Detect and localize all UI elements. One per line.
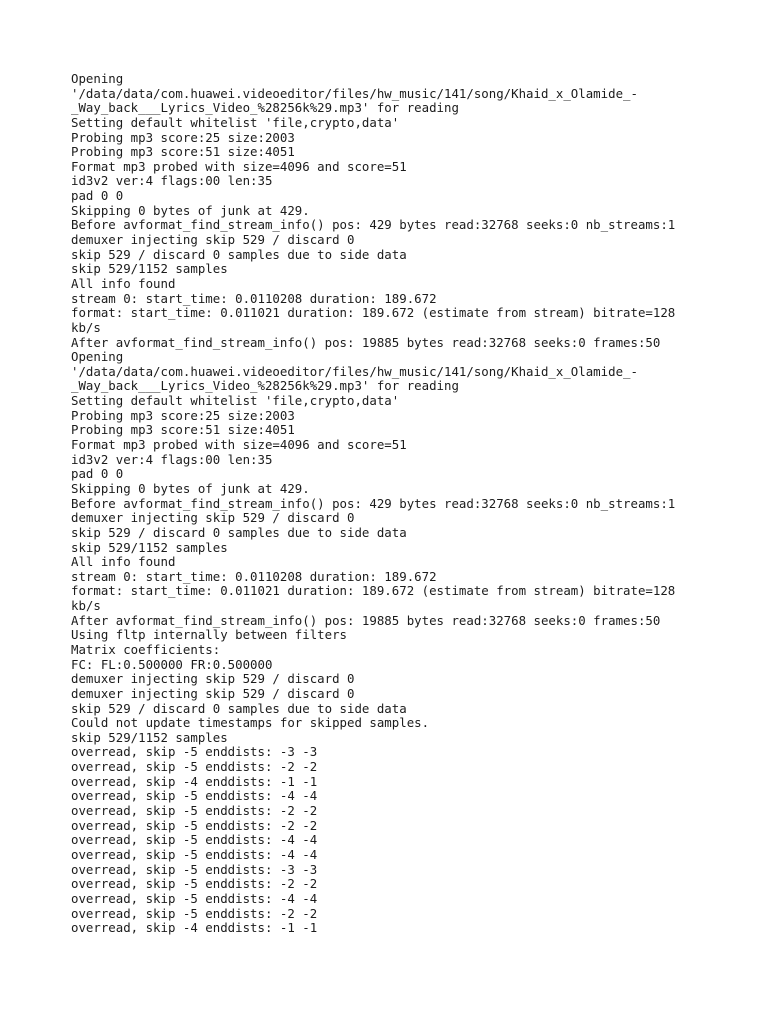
log-line: Format mp3 probed with size=4096 and score=51 — [71, 158, 407, 174]
log-line: skip 529/1152 samples — [71, 729, 228, 745]
log-line: After avformat_find_stream_info() pos: 19885 bytes read:32768 seeks:0 frames:50 — [71, 612, 661, 628]
log-line: overread, skip -4 enddists: -1 -1 — [71, 773, 318, 789]
log-line: skip 529/1152 samples — [71, 539, 228, 555]
log-line: Matrix coefficients: — [71, 641, 221, 657]
log-line: All info found — [71, 275, 176, 291]
log-line: kb/s — [71, 598, 101, 614]
log-line: After avformat_find_stream_info() pos: 19885 bytes read:32768 seeks:0 frames:50 — [71, 334, 661, 350]
log-line: overread, skip -5 enddists: -4 -4 — [71, 846, 318, 862]
log-line: Setting default whitelist 'file,crypto,data' — [71, 114, 400, 130]
log-line: stream 0: start_time: 0.0110208 duration: 189.672 — [71, 290, 437, 306]
log-line: Setting default whitelist 'file,crypto,data' — [71, 393, 400, 409]
log-line: overread, skip -5 enddists: -2 -2 — [71, 759, 318, 775]
log-line: overread, skip -5 enddists: -2 -2 — [71, 905, 318, 921]
log-line: Could not update timestamps for skipped samples. — [71, 715, 430, 731]
log-line: FC: FL:0.500000 FR:0.500000 — [71, 656, 273, 672]
log-line: Before avformat_find_stream_info() pos: 429 bytes read:32768 seeks:0 nb_streams:1 — [71, 495, 676, 511]
log-line: skip 529 / discard 0 samples due to side data — [71, 246, 407, 262]
log-line: pad 0 0 — [71, 188, 124, 204]
log-line: Before avformat_find_stream_info() pos: 429 bytes read:32768 seeks:0 nb_streams:1 — [71, 217, 676, 233]
log-line: kb/s — [71, 319, 101, 335]
log-line: '/data/data/com.huawei.videoeditor/files/hw_music/141/song/Khaid_x_Olamide_- — [71, 85, 638, 101]
log-line: demuxer injecting skip 529 / discard 0 — [71, 671, 355, 687]
log-line: _Way_back___Lyrics_Video_%28256k%29.mp3' for reading — [71, 378, 459, 394]
log-line: overread, skip -5 enddists: -2 -2 — [71, 803, 318, 819]
log-line: stream 0: start_time: 0.0110208 duration: 189.672 — [71, 568, 437, 584]
log-line: format: start_time: 0.011021 duration: 189.672 (estimate from stream) bitrate=128 — [71, 305, 676, 321]
log-line: overread, skip -5 enddists: -4 -4 — [71, 890, 318, 906]
log-line: id3v2 ver:4 flags:00 len:35 — [71, 451, 273, 467]
log-line: Probing mp3 score:25 size:2003 — [71, 129, 295, 145]
log-line: pad 0 0 — [71, 466, 124, 482]
log-line: Probing mp3 score:25 size:2003 — [71, 407, 295, 423]
log-line: format: start_time: 0.011021 duration: 189.672 (estimate from stream) bitrate=128 — [71, 583, 676, 599]
log-line: Using fltp internally between filters — [71, 627, 348, 643]
log-line: demuxer injecting skip 529 / discard 0 — [71, 685, 355, 701]
log-line: '/data/data/com.huawei.videoeditor/files/hw_music/141/song/Khaid_x_Olamide_- — [71, 363, 638, 379]
log-line: Opening — [71, 71, 124, 86]
log-line: Probing mp3 score:51 size:4051 — [71, 144, 295, 160]
log-line: All info found — [71, 554, 176, 570]
log-line: Format mp3 probed with size=4096 and score=51 — [71, 437, 407, 453]
log-line: Opening — [71, 349, 124, 365]
log-text — [71, 72, 761, 936]
log-line: overread, skip -5 enddists: -2 -2 — [71, 876, 318, 892]
log-line: overread, skip -5 enddists: -4 -4 — [71, 832, 318, 848]
log-line: Skipping 0 bytes of junk at 429. — [71, 480, 310, 496]
log-line: Skipping 0 bytes of junk at 429. — [71, 202, 310, 218]
log-line: overread, skip -5 enddists: -2 -2 — [71, 817, 318, 833]
log-line: overread, skip -5 enddists: -3 -3 — [71, 861, 318, 877]
log-line: overread, skip -5 enddists: -4 -4 — [71, 788, 318, 804]
log-line: Probing mp3 score:51 size:4051 — [71, 422, 295, 438]
log-line: overread, skip -5 enddists: -3 -3 — [71, 744, 318, 760]
log-line: skip 529 / discard 0 samples due to side data — [71, 524, 407, 540]
log-line: _Way_back___Lyrics_Video_%28256k%29.mp3' for reading — [71, 100, 459, 116]
log-line: skip 529/1152 samples — [71, 261, 228, 277]
log-line: demuxer injecting skip 529 / discard 0 — [71, 232, 355, 248]
log-line: demuxer injecting skip 529 / discard 0 — [71, 510, 355, 526]
log-line: id3v2 ver:4 flags:00 len:35 — [71, 173, 273, 189]
log-line: overread, skip -4 enddists: -1 -1 — [71, 920, 318, 936]
log-line: skip 529 / discard 0 samples due to side data — [71, 700, 407, 716]
